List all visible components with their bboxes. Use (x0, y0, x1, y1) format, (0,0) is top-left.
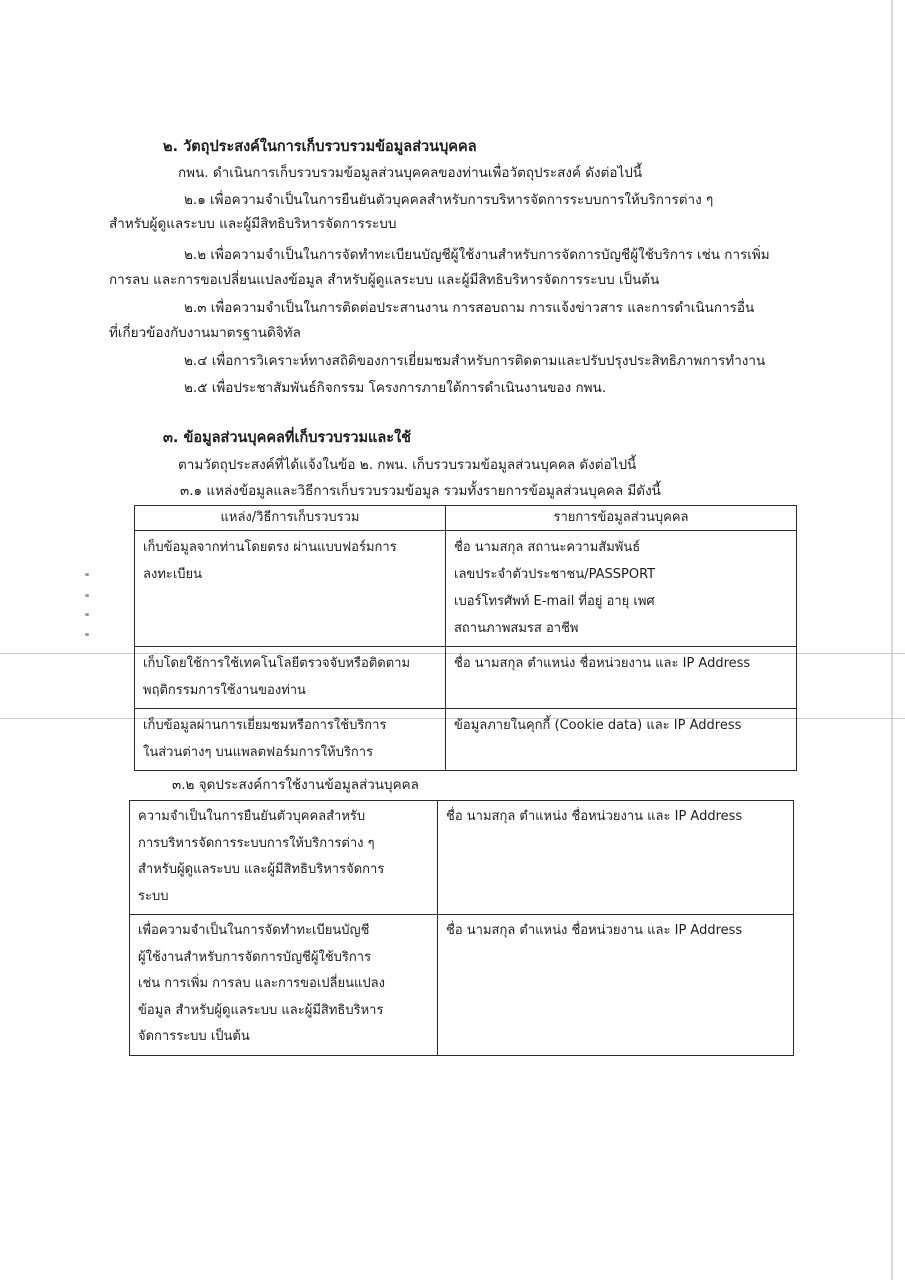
cell-text: ความจำเป็นในการยืนยันตัวบุคคลสำหรับ (138, 809, 366, 824)
scan-smudge (85, 613, 89, 616)
data-items-cell (438, 801, 794, 915)
objective-2-2-line-2: การลบ และการขอเปลี่ยนแปลงข้อมูล สำหรับผู้ดูแลระบบ และผู้มีสิทธิบริหารจัดการระบบ เป็นต้น (109, 272, 660, 288)
cell-text: การบริหารจัดการระบบการให้บริการต่าง ๆ (138, 835, 375, 851)
data-items-cell (446, 647, 797, 709)
cell-text: ระบบ (138, 888, 169, 904)
section-2-heading: ๒. วัตถุประสงค์ในการเก็บรวบรวมข้อมูลส่วนบุคคล (163, 139, 477, 155)
section-3-heading: ๓. ข้อมูลส่วนบุคคลที่เก็บรวบรวมและใช้ (163, 430, 411, 446)
cell-text: เก็บข้อมูลจากท่านโดยตรง ผ่านแบบฟอร์มการ (143, 540, 397, 555)
table-header-row (135, 506, 797, 531)
source-cell (135, 531, 446, 647)
table-row (130, 801, 794, 915)
section-3-intro: ตามวัตถุประสงค์ที่ได้แจ้งในข้อ ๒. กพน. เก็บรวบรวมข้อมูลส่วนบุคคล ดังต่อไปนี้ (178, 457, 637, 473)
objective-2-3-line-1: ๒.๓ เพื่อความจำเป็นในการติดต่อประสานงาน การสอบถาม การแจ้งข่าวสาร และการดำเนินการอื่น (184, 300, 755, 316)
cell-text: เบอร์โทรศัพท์ E-mail ที่อยู่ อายุ เพศ (454, 594, 655, 609)
cell-text: ในส่วนต่างๆ บนแพลตฟอร์มการให้บริการ (143, 745, 374, 760)
data-sources-table (134, 505, 797, 771)
source-cell (135, 647, 446, 709)
cell-text: เก็บโดยใช้การใช้เทคโนโลยีตรวจจับหรือติดตาม (143, 656, 411, 671)
table-row (135, 531, 797, 647)
subsection-3-2-title: ๓.๒ จุดประสงค์การใช้งานข้อมูลส่วนบุคคล (172, 777, 419, 793)
cell-text: ผู้ใช้งานสำหรับการจัดการบัญชีผู้ใช้บริการ (138, 949, 372, 965)
cell-text: ข้อมูล สำหรับผู้ดูแลระบบ และผู้มีสิทธิบริหาร (138, 1002, 384, 1018)
cell-text: เช่น การเพิ่ม การลบ และการขอเปลี่ยนแปลง (138, 976, 385, 991)
objective-2-3-line-2: ที่เกี่ยวข้องกับงานมาตรฐานดิจิทัล (109, 325, 301, 341)
cell-text: ลงทะเบียน (143, 567, 203, 582)
purpose-table (129, 800, 794, 1056)
data-items-cell (446, 709, 797, 771)
purpose-cell (130, 915, 438, 1056)
cell-text: สถานภาพสมรส อาชีพ (454, 621, 579, 636)
cell-text: จัดการระบบ เป็นต้น (138, 1029, 250, 1044)
objective-2-2-line-1: ๒.๒ เพื่อความจำเป็นในการจัดทำทะเบียนบัญชีผู้ใช้งานสำหรับการจัดการบัญชีผู้ใช้บริการ เช่น การเพิ่ม (184, 247, 770, 263)
data-items-cell (446, 531, 797, 647)
cell-text: เก็บข้อมูลผ่านการเยี่ยมชมหรือการใช้บริการ (143, 718, 387, 733)
table-row (135, 709, 797, 771)
cell-text: เลขประจำตัวประชาชน/PASSPORT (454, 567, 656, 582)
cell-text: ชื่อ นามสกุล ตำแหน่ง ชื่อหน่วยงาน และ IP Address (454, 656, 751, 671)
data-items-cell (438, 915, 794, 1056)
cell-text: ข้อมูลภายในคุกกี้ (Cookie data) และ IP Address (454, 718, 742, 733)
objective-2-5: ๒.๕ เพื่อประชาสัมพันธ์กิจกรรม โครงการภายใต้การดำเนินงานของ กพน. (184, 380, 607, 396)
objective-2-4: ๒.๔ เพื่อการวิเคราะห์ทางสถิติของการเยี่ยมชมสำหรับการติดตามและปรับปรุงประสิทธิภาพการทำงาน (184, 353, 766, 369)
cell-text: เพื่อความจำเป็นในการจัดทำทะเบียนบัญชี (138, 923, 370, 938)
cell-text: ชื่อ นามสกุล ตำแหน่ง ชื่อหน่วยงาน และ IP Address (446, 923, 743, 938)
purpose-cell (130, 801, 438, 915)
column-header-source: แหล่ง/วิธีการเก็บรวบรวม (135, 506, 446, 531)
cell-text: ชื่อ นามสกุล สถานะความสัมพันธ์ (454, 540, 641, 555)
objective-2-1-line-1: ๒.๑ เพื่อความจำเป็นในการยืนยันตัวบุคคลสำหรับการบริหารจัดการระบบการให้บริการต่าง ๆ (184, 192, 714, 208)
objective-2-1-line-2: สำหรับผู้ดูแลระบบ และผู้มีสิทธิบริหารจัดการระบบ (109, 216, 397, 232)
scan-smudge (85, 573, 89, 576)
column-header-data-items: รายการข้อมูลส่วนบุคคล (446, 506, 797, 531)
table-row (130, 915, 794, 1056)
cell-text: สำหรับผู้ดูแลระบบ และผู้มีสิทธิบริหารจัดการ (138, 862, 385, 877)
scan-smudge (85, 594, 89, 597)
table-row (135, 647, 797, 709)
subsection-3-1-title: ๓.๑ แหล่งข้อมูลและวิธีการเก็บรวบรวมข้อมูล รวมทั้งรายการข้อมูลส่วนบุคคล มีดังนี้ (180, 483, 661, 499)
source-cell (135, 709, 446, 771)
section-2-intro: กพน. ดำเนินการเก็บรวบรวมข้อมูลส่วนบุคคลของท่านเพื่อวัตถุประสงค์ ดังต่อไปนี้ (178, 165, 643, 181)
page-edge-shadow (891, 0, 893, 1280)
cell-text: ชื่อ นามสกุล ตำแหน่ง ชื่อหน่วยงาน และ IP Address (446, 809, 743, 824)
cell-text: พฤติกรรมการใช้งานของท่าน (143, 683, 306, 698)
scan-smudge (85, 633, 89, 636)
